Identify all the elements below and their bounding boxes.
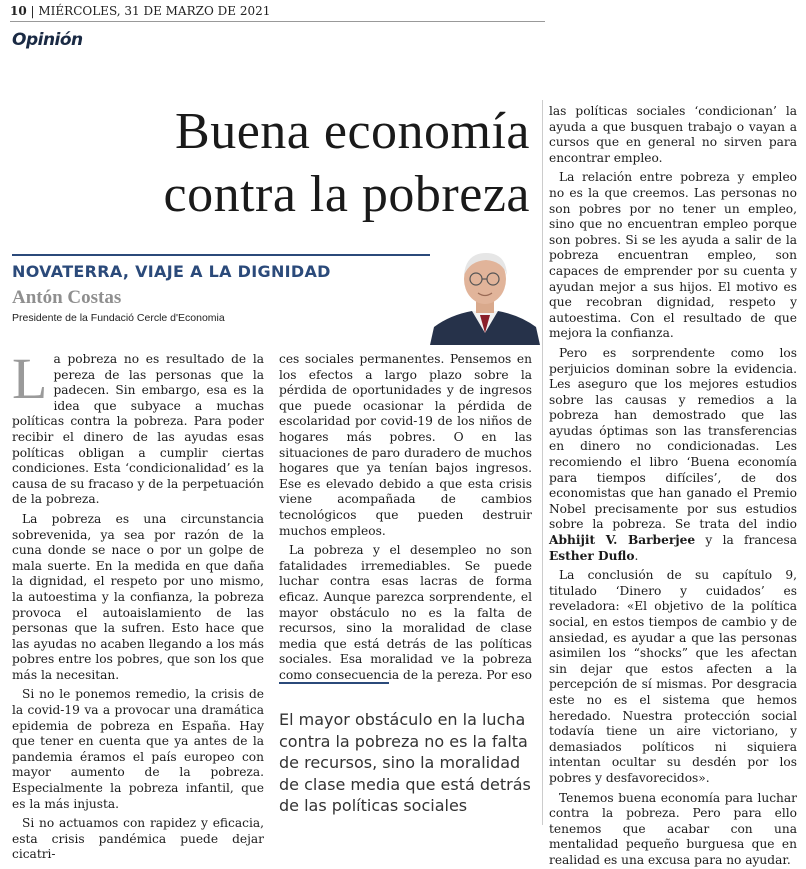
page-number: 10 [10, 4, 27, 18]
author-role: Presidente de la Fundació Cercle d'Economia [12, 312, 225, 324]
paragraph: ces sociales permanentes. Pensemos en los efectos a largo plazo sobre la pérdida de oportunidades y de ingresos que puede ocasionar la pérdida de escolaridad por covid-19 de los niños de hogares más pobres. O en las situaciones de paro duradero de muchos hogares que ya tenían bajos ingresos. Ese es elevado debido a que esta crisis viene acompañada de cambios tecnológicos que pueden destruir muchos empleos. [279, 352, 532, 538]
page-header: 10 | MIÉRCOLES, 31 DE MARZO DE 2021 [10, 4, 270, 18]
drop-cap: L [12, 346, 48, 411]
paragraph: La conclusión de su capítulo 9, titulado ‘Dinero y cuidados’ es reveladora: «El objetivo de la política social, en estos tiempos de cambio y de ansiedad, es ayudar a que las personas asimilen los “shocks” que les afectan sin dejar que estos afecten a la percepción de sí mismas. Por desgracia este no es el sistema que hemos heredado. Nuestra protección social todavía tiene un aire victoriano, y demasiados políticos ni siquiera intentan ocultar su desdén por los pobres y desfavorecidos». [549, 568, 797, 785]
article-column-3 [549, 104, 797, 869]
paragraph: Si no le ponemos remedio, la crisis de la covid-19 va a provocar una dramática epidemia de pobreza en España. Hay que tener en cuenta que ya antes de la pandemia éramos el país europeo con mayor aumento de la pobreza. Especialmente la pobreza infantil, que es la más injusta. [12, 687, 264, 811]
paragraph: Pero es sorprendente como los perjuicios dominan sobre la evidencia. Les aseguro que los mejores estudios sobre las causas y remedios a la pobreza han demostrado que las ayudas óptimas son las transferencias en dinero no condicionadas. Les recomiendo el libro ‘Buena economía para tiempos difíciles’, de dos economistas que han ganado el Premio Nobel precisamente por sus estudios sobre la pobreza. Se trata del indio Abhijit V. Barberjee y la francesa Esther Duflo. [549, 345, 797, 563]
paragraph: La pobreza es una circunstancia sobrevenida, ya sea por razón de la cuna donde se nace o por un golpe de mala suerte. En la medida en que daña la dignidad, el respeto por uno mismo, la autoestima y la confianza, la pobreza provoca el autoaislamiento de las personas que la sufren. Esto hace que las ayudas no acaben llegando a los más pobres entre los pobres, que son los que más la necesitan. [12, 511, 264, 682]
article-column-2 [279, 352, 532, 683]
pull-quote-rule [279, 682, 389, 684]
column-divider [542, 100, 543, 825]
pull-quote: El mayor obstáculo en la lucha contra la pobreza no es la falta de recursos, sino la moralidad de clase media que está detrás de las políticas sociales [279, 710, 531, 815]
paragraph: La pobreza y el desempleo no son fatalidades irremediables. Se puede luchar contra esas lacras de forma eficaz. Aunque parezca sorprendente, el mayor obstáculo no es la falta de recursos, sino la moralidad de clase media que está detrás de las políticas sociales. Esa moralidad ve la pobreza como consecuencia de la pereza. Por eso [279, 543, 532, 682]
paragraph: Tenemos buena economía para luchar contra la pobreza. Pero para ello tenemos que acabar con una mentalidad pequeño burguesa que en realidad es una excusa para no ayudar. [549, 790, 797, 867]
title-line-2: contra la pobreza [163, 166, 530, 223]
article-subtitle: NOVATERRA, VIAJE A LA DIGNIDAD [12, 262, 331, 281]
author-name-mention: Esther Duflo [549, 548, 635, 563]
paragraph: La pobreza no es resultado de la pereza de las personas que la padecen. Sin embargo, esa es la idea que subyace a muchas políticas contra la pobreza. Para poder recibir el dinero de las ayudas esas políticas obligan a cumplir ciertas condiciones. Esta ‘condicionalidad’ es la causa de su fracaso y de la perpetuación de la pobreza. [12, 346, 264, 507]
paragraph: Si no actuamos con rapidez y eficacia, esta crisis pandémica puede dejar cicatri- [12, 816, 264, 862]
paragraph: las políticas sociales ‘condicionan’ la ayuda a que busquen trabajo o vayan a cursos que en general no sirven para encontrar empleo. [549, 104, 797, 165]
article-title [163, 100, 530, 226]
author-photo [430, 245, 540, 345]
section-label: Opinión [12, 30, 83, 50]
article-column-1 [12, 346, 264, 863]
title-line-1: Buena economía [175, 103, 530, 160]
paragraph: La relación entre pobreza y empleo no es la que creemos. Las personas no son pobres por no tener un empleo, sino que no encuentran empleo porque son pobres. Si se les ayuda a salir de la pobreza encuentran empleo, son capaces de emprender por su cuenta y ayudan mejor a sus hijos. El motivo es que recobran dignidad, respeto y autoestima. Con el resultado de que mejora la confianza. [549, 170, 797, 341]
author-name: Antón Costas [12, 287, 122, 308]
author-name-mention: Abhijit V. Barberjee [549, 533, 696, 548]
page-date: MIÉRCOLES, 31 DE MARZO DE 2021 [38, 4, 271, 18]
header-rule [10, 21, 545, 22]
